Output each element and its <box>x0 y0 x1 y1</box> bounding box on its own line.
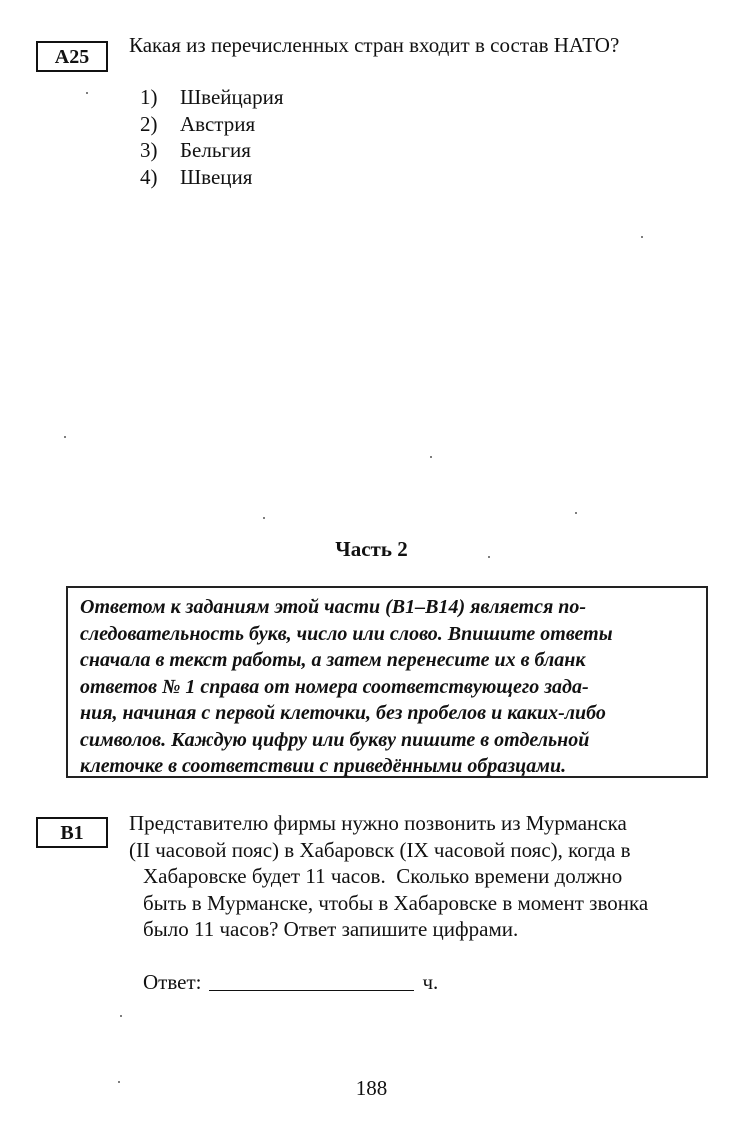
b1-question-line: было 11 часов? Ответ запишите цифрами. <box>143 917 519 941</box>
page-number: 188 <box>355 1076 388 1100</box>
scan-speck <box>263 517 265 519</box>
scan-speck <box>430 456 432 458</box>
instructions-line: символов. Каждую цифру или букву пишите в отдельной <box>80 728 590 751</box>
option-3-text: Бельгия <box>180 138 251 162</box>
a25-question-text: Какая из перечисленных стран входит в состав НАТО? <box>129 33 620 57</box>
b1-question-line: Представителю фирмы нужно позвонить из Мурманска <box>129 811 627 835</box>
scan-speck <box>641 236 643 238</box>
scan-speck <box>120 1015 122 1017</box>
option-3-number: 3) <box>140 138 158 162</box>
option-1[interactable] <box>140 84 284 111</box>
answer-unit: ч. <box>422 970 439 994</box>
b1-question-line: Хабаровске будет 11 часов. Сколько времени должно <box>143 864 623 888</box>
option-4[interactable] <box>140 164 284 191</box>
a25-options-list <box>140 84 284 190</box>
scan-speck <box>64 436 66 438</box>
instructions-line: ответов № 1 справа от номера соответствующего зада- <box>80 675 589 698</box>
option-1-text: Швейцария <box>180 85 284 109</box>
option-1-number: 1) <box>140 85 158 109</box>
instructions-line: Ответом к заданиям этой части (В1–В14) является по- <box>80 596 587 618</box>
answer-row <box>143 969 438 995</box>
scan-speck <box>118 1081 120 1083</box>
option-4-number: 4) <box>140 164 158 189</box>
b1-question-line: быть в Мурманске, чтобы в Хабаровске в момент звонка <box>143 890 649 915</box>
b1-question-line: (II часовой пояс) в Хабаровск (IX часовой пояс), когда в <box>129 837 631 862</box>
option-2-number: 2) <box>140 111 158 136</box>
instructions-line: ния, начиная с первой клеточки, без пробелов и каких-либо <box>80 702 606 724</box>
task-number-a25: А25 <box>36 41 108 72</box>
scan-speck <box>86 92 88 94</box>
instructions-line: сначала в текст работы, а затем перенесите их в бланк <box>80 649 586 671</box>
instructions-line: клеточке в соответствии с приведёнными образцами. <box>80 755 567 777</box>
option-2-text: Австрия <box>180 111 256 136</box>
b1-question-text <box>129 810 712 943</box>
scan-speck <box>575 512 577 514</box>
task-number-b1: В1 <box>36 817 108 848</box>
answer-input-line[interactable] <box>209 970 414 991</box>
part-title: Часть 2 <box>335 537 408 561</box>
scan-speck <box>488 556 490 558</box>
instructions-box <box>66 586 708 778</box>
option-4-text: Швеция <box>180 164 253 189</box>
answer-label: Ответ: <box>143 970 202 994</box>
option-3[interactable] <box>140 137 284 164</box>
instructions-text <box>80 594 694 780</box>
instructions-line: следовательность букв, число или слово. Впишите ответы <box>80 622 613 645</box>
option-2[interactable] <box>140 111 284 138</box>
